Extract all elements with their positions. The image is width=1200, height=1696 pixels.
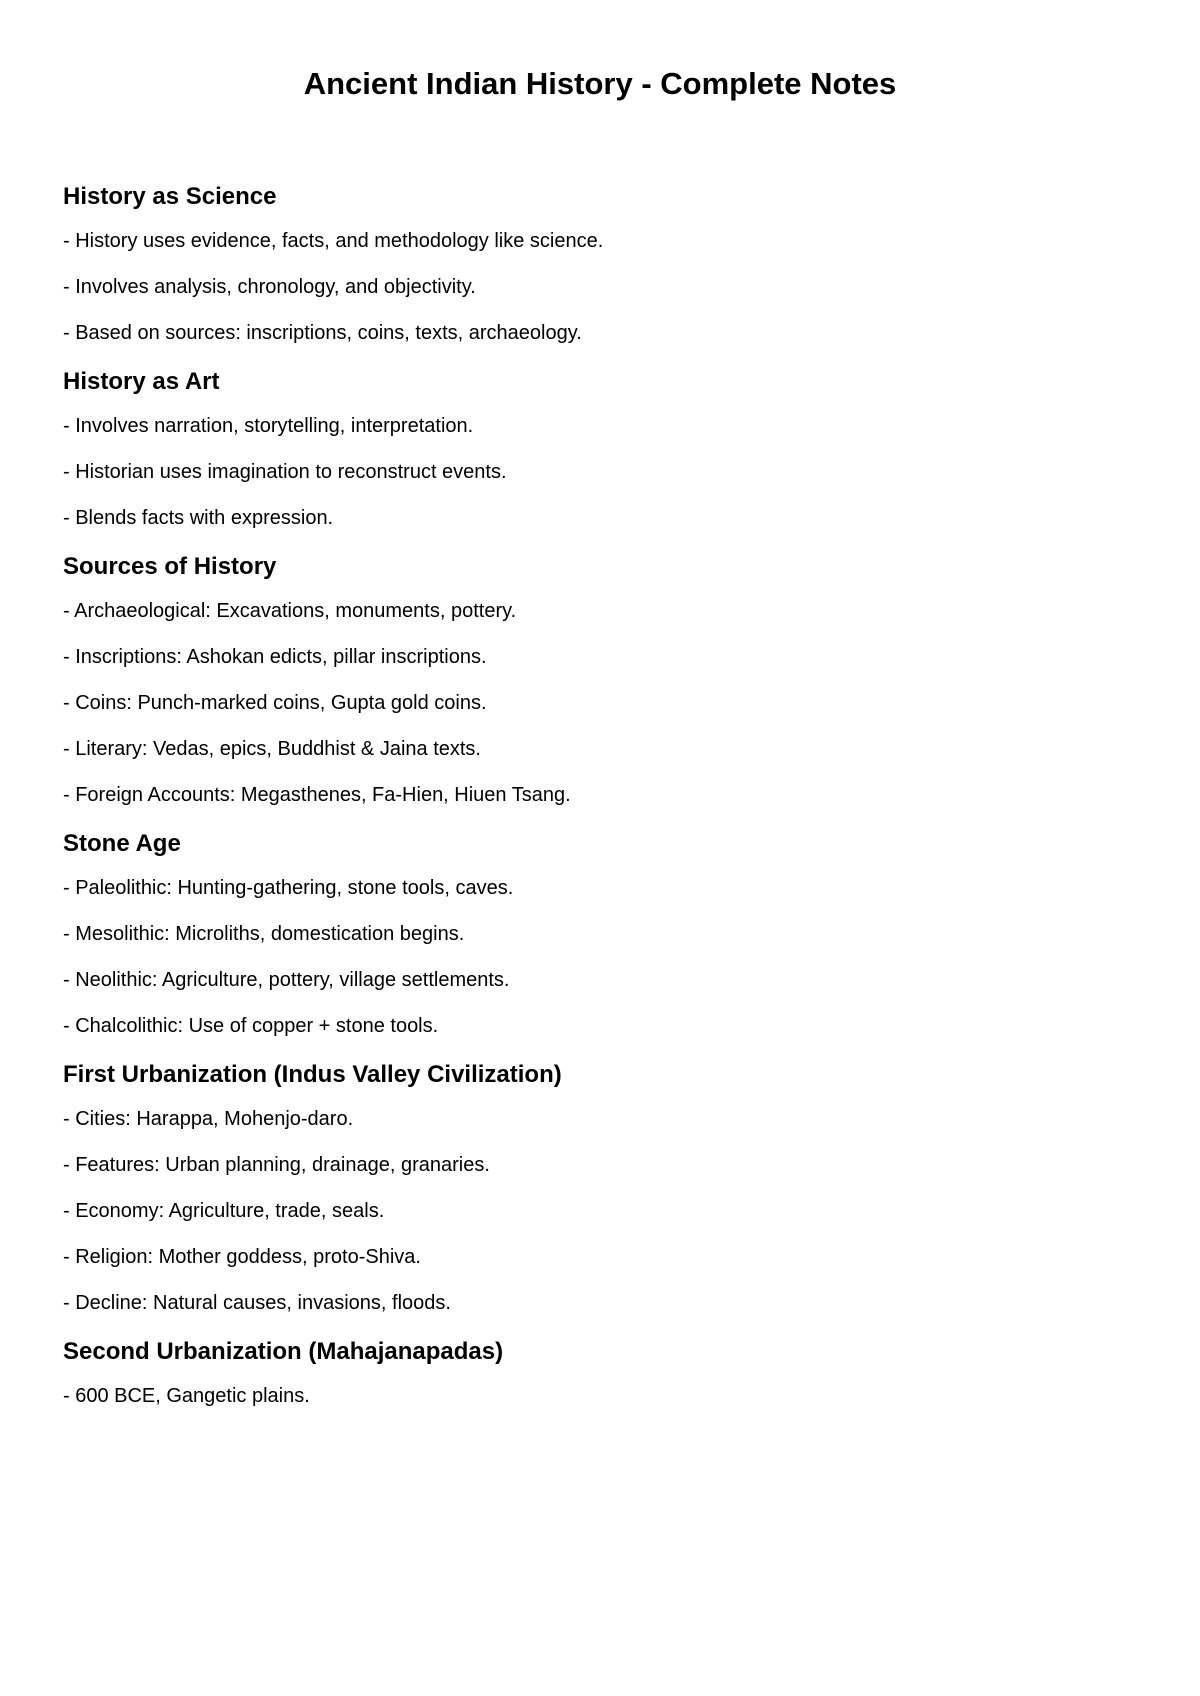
section-heading: Second Urbanization (Mahajanapadas) — [63, 1338, 504, 1365]
list-item: - Features: Urban planning, drainage, granaries. — [63, 1154, 490, 1176]
section-history-as-art — [63, 367, 1143, 530]
section-heading: Sources of History — [63, 553, 277, 580]
list-item: - Cities: Harappa, Mohenjo-daro. — [63, 1108, 354, 1130]
section-heading: Stone Age — [63, 830, 181, 857]
list-item: - History uses evidence, facts, and methodology like science. — [63, 230, 604, 252]
section-second-urbanization — [63, 1337, 1143, 1408]
list-item: - Religion: Mother goddess, proto-Shiva. — [63, 1246, 421, 1268]
list-item: - Inscriptions: Ashokan edicts, pillar inscriptions. — [63, 646, 487, 668]
list-item: - Economy: Agriculture, trade, seals. — [63, 1200, 385, 1222]
list-item: - Involves narration, storytelling, interpretation. — [63, 415, 474, 437]
list-item: - Chalcolithic: Use of copper + stone tools. — [63, 1015, 439, 1037]
section-heading: History as Science — [63, 183, 277, 210]
list-item: - Involves analysis, chronology, and objectivity. — [63, 276, 476, 298]
document-title: Ancient Indian History - Complete Notes — [303, 66, 897, 101]
list-item: - Paleolithic: Hunting-gathering, stone tools, caves. — [63, 877, 514, 899]
section-history-as-science — [63, 182, 1143, 345]
list-item: - Foreign Accounts: Megasthenes, Fa-Hien, Hiuen Tsang. — [63, 784, 571, 806]
section-first-urbanization — [63, 1060, 1143, 1315]
list-item: - 600 BCE, Gangetic plains. — [63, 1385, 310, 1407]
list-item: - Archaeological: Excavations, monuments, pottery. — [63, 600, 517, 622]
section-heading: History as Art — [63, 368, 220, 395]
document-body — [63, 182, 1143, 1430]
list-item: - Blends facts with expression. — [63, 507, 334, 529]
list-item: - Literary: Vedas, epics, Buddhist & Jaina texts. — [63, 738, 481, 760]
list-item: - Historian uses imagination to reconstruct events. — [63, 461, 507, 483]
section-sources-of-history — [63, 552, 1143, 807]
list-item: - Decline: Natural causes, invasions, floods. — [63, 1292, 451, 1314]
list-item: - Neolithic: Agriculture, pottery, village settlements. — [63, 969, 510, 991]
section-heading: First Urbanization (Indus Valley Civilization) — [63, 1061, 562, 1088]
list-item: - Based on sources: inscriptions, coins, texts, archaeology. — [63, 322, 582, 344]
list-item: - Coins: Punch-marked coins, Gupta gold coins. — [63, 692, 487, 714]
section-stone-age — [63, 829, 1143, 1038]
list-item: - Mesolithic: Microliths, domestication begins. — [63, 923, 465, 945]
